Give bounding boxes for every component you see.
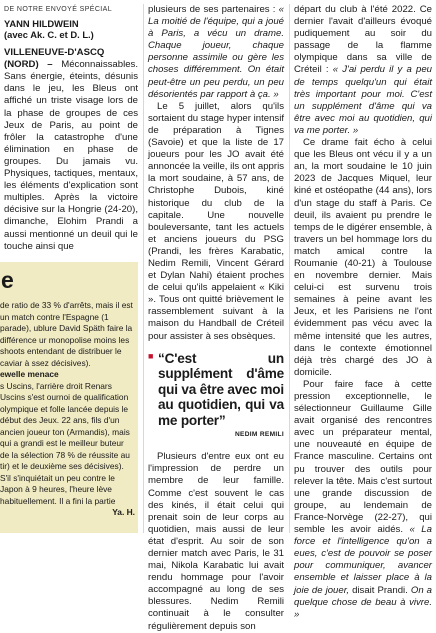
sidebar-box-paragraph: de ratio de 33 % d'arrêts, mais il est un match contre l'Espagne (1 parade), ublure David Späth faire la différence ur monopolise moins les shoots entendant de distribuer le caviar à ssez décisives). [0, 300, 133, 368]
quote-text: « J'ai perdu il y a peu de temps quelqu'un qui était très important pour moi. C'est un supplément d'âme qui va être avec moi au quotidien, qui va me porter. » [294, 64, 432, 136]
pull-quote-text: “C'est un supplément d'âme qui va être avec moi au quotidien, qui va me porter” [158, 350, 284, 428]
kicker: DE NOTRE ENVOYÉ SPÉCIAL [4, 6, 113, 13]
paragraph-text: disait Prandi. [352, 584, 408, 596]
author-byline-secondary: (avec Ak. C. et D. L.) [4, 29, 94, 41]
author-byline: YANN HILDWEIN [4, 18, 79, 30]
quote-text: « La force et l'intelligence qu'on a eues, c'est de pouvoir se poser pour communiquer, avancer ensemble et laisser place à la joie de jouer, [294, 524, 432, 596]
dateline: VILLENEUVE-D'ASCQ (NORD) – [4, 47, 105, 71]
paragraph: Plusieurs d'entre eux ont eu l'impression de perdre un membre de leur famille. Comme c'est souvent le cas des kinés, il était celui qui prenait soin de leur corps au quotidien, mais aussi de leur état d'esprit. Au soir de son dernier match avec Paris, le 31 mai, Nikola Karabatic lui avait rendu hommage pour l'avoir accompagné au long de ses blessures. Nedim Remili continuait à le consulter régulièrement depuis son [148, 451, 284, 632]
article-column-3 [294, 4, 432, 621]
paragraph [148, 4, 284, 101]
lead-text: Méconnaissables. Sans énergie, éteints, désunis dans le jeu, les Bleus ont affiché un triste visage lors de la phase de groupes de ces Jeux de Paris, au point de frôler la catastrophe d'une élimination en phase de groupes. Du jamais vu. Physiques, tactiques, mentaux, les éléments d'explication sont multiples. Après la victoire décisive sur la Hongrie (24-20), dimanche, Elohim Prandi a aussi mentionné un deuil qui le touche ainsi que [4, 59, 139, 252]
pull-quote [148, 351, 284, 442]
column-divider [143, 4, 144, 533]
sidebar-box-paragraph: s Uscins, l'arrière droit Renars Uscins s'est ournoi de qualification olympique et folle lancée depuis le début des Jeux. 22 ans, fils d'un ancien joueur ton (Armandis), mais qui a grandi est le meilleur buteur de la sélection 78 % de réussite au tir) et le deuxième ses décisives). S'il s'inquiétait un peu contre le Japon à 9 heures, l'heure lève habituellement. Il a fini la partie [0, 380, 130, 506]
paragraph-text: Pour faire face à cette pression exceptionnelle, le sélectionneur Guillaume Gille avait organisé des rencontres avec un préparateur mental, une nouveauté en équipe de France masculine. Certains ont pu trouver des outils pour relever la tête. Mais c'est surtout une grande discussion de groupe, au lendemain de France-Norvège (22-27), qui semble les avoir aidés. [294, 378, 432, 536]
article-column-2 [148, 4, 284, 633]
paragraph: Ce drame fait écho à celui que les Bleus ont vécu il y a un an, la mort soudaine le 10 juin 2023 de Jacques Miquel, leur kiné et ostéopathe (44 ans), lors d'un stage du staff à Paris. Ce deuil, ils avaient pu prendre le temps de le digérer ensemble, à travers un bel hommage lors du match amical contre la Roumanie (40-21) à Toulouse en novembre dernier. Mais celui-ci est survenu trois semaines à peine avant les Jeux, et les Parisiens ne l'ont évidemment pas vécu avec la même intensité que les autres, dans le contexte émotionnel déjà très chargé des JO à domicile. [294, 137, 432, 378]
sidebar-box-signature: Ya. H. [112, 507, 135, 517]
paragraph [294, 4, 432, 137]
sidebar-box-title: e [1, 267, 14, 293]
pull-quote-author: NEDIM REMILI [234, 431, 284, 439]
paragraph [294, 379, 432, 621]
sidebar-box-body [0, 300, 138, 519]
sidebar-box [0, 262, 138, 533]
column-divider [289, 4, 290, 533]
article-column-1 [4, 4, 138, 253]
quote-text: On a quelque chose de beau à vivre. » [294, 584, 432, 620]
sidebar-box-subheading: ewelle menace [0, 369, 59, 379]
paragraph-text: plusieurs de ses partenaires : [148, 4, 276, 15]
paragraph: Le 5 juillet, alors qu'ils sortaient du stage hyper intensif de préparation à Tignes (Savoie) et que la liste de 17 joueurs pour les JO avait été annoncée la veille, ils ont appris la mort soudaine, à 57 ans, de Christophe Dubois, kiné historique du club de la capitale. Une nouvelle bouleversante, tant les actuels et anciens joueurs du PSG (Prandi, les frères Karabatic, Nedim Remili, Vincent Gérard et Dylan Nahi) étaient proches de celui qu'ils appelaient « Kiki ». Tous ont quitté brièvement le rassemblement suivant à la maison du Handball de Créteil pour assister à ses obsèques. [148, 100, 284, 342]
quote-text: « La moitié de l'équipe, qui a joué à Paris, a vécu un drame. Chaque joueur, chaque personne assimile ou gère les choses différemment. On était peut-être un peu perdu, un peu désorientés par rapport à ça. » [148, 4, 284, 100]
lead-paragraph [4, 47, 138, 253]
quote-marker-icon: ■ [148, 350, 154, 361]
paragraph-text: départ du club à l'été 2022. Ce dernier l'avait d'ailleurs évoqué pudiquement au soir du passage de la flamme olympique dans sa ville de Créteil : [294, 4, 432, 76]
